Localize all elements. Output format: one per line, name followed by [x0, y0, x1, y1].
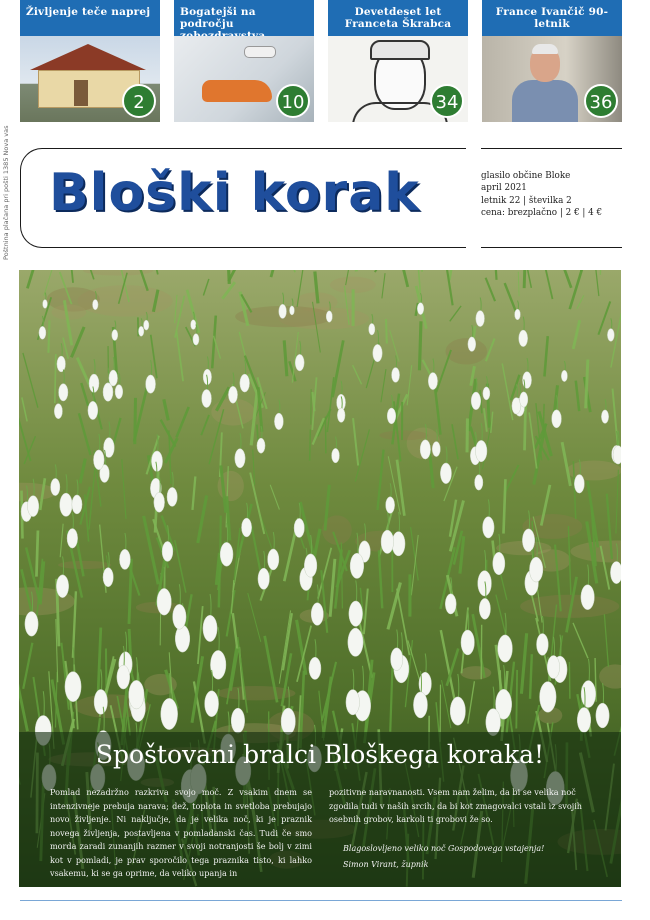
- article-overlay: [19, 732, 621, 887]
- publisher-text: glasilo občine Bloke: [481, 171, 571, 181]
- teaser-card[interactable]: [20, 0, 160, 122]
- article-column-1: Pomlad nezadržno razkriva svojo moč. Z vsakim dnem se intenzivneje prebuja narava; dež, toplota in svetloba prebujajo novo življenje. Ni naključje, da je velika noč, ki je praznik novega življenja, postavljena v pomladanski čas. Tudi če smo morda zaradi zunanjih razmer v svoji notranjosti še bolj v zimi kot v pomladi, je prav sporočilo tega praznika tisto, ki lahko vsakemu, ki se ga oprime, da veliko upanja in: [50, 787, 312, 878]
- article-column-2-text: pozitivne naravnanosti. Vsem nam želim, da bi se velika noč zgodila tudi v naših srcih, da bi kot zmagovalci vstali iz svojih osebnih grobov, karkoli ti grobovi že so.: [329, 787, 583, 824]
- signature: Simon Virant, župnik: [343, 859, 429, 869]
- closing-block: [329, 841, 591, 873]
- cover-photo-snowdrops: [19, 270, 621, 887]
- teaser-title: Bogatejši na področju: [174, 0, 314, 36]
- bottom-divider: [20, 900, 622, 901]
- price-text: cena: brezplačno | 2 € | 4 €: [481, 207, 603, 218]
- teaser-title: Devetdeset let Franceta Škrabca: [328, 0, 468, 36]
- article-column-2: [329, 786, 591, 873]
- masthead: [20, 148, 466, 248]
- teaser-title: France Ivančič 90-letnik: [482, 0, 622, 36]
- page-number-badge: 2: [122, 84, 156, 118]
- issue-date: april 2021: [481, 183, 527, 194]
- postage-note: [2, 120, 16, 260]
- article-headline: Spoštovani bralci Bloškega koraka!: [95, 740, 545, 769]
- page-number-badge: 10: [276, 84, 310, 118]
- teaser-card[interactable]: [174, 0, 314, 122]
- closing-wish: Blagoslovljeno veliko noč Gospodovega vstajenja!: [343, 843, 545, 853]
- issue-info: [481, 148, 622, 248]
- masthead-title: Bloški korak: [49, 163, 420, 223]
- issue-number: letnik 22 | številka 2: [481, 195, 572, 206]
- teaser-strip: [20, 0, 622, 122]
- teaser-title: Življenje teče naprej: [20, 0, 160, 36]
- page-number-badge: 34: [430, 84, 464, 118]
- postage-note-text: Poštnina plačana pri pošti 1385 Nova vas: [2, 125, 10, 260]
- teaser-card[interactable]: [328, 0, 468, 122]
- page-number-badge: 36: [584, 84, 618, 118]
- teaser-card[interactable]: [482, 0, 622, 122]
